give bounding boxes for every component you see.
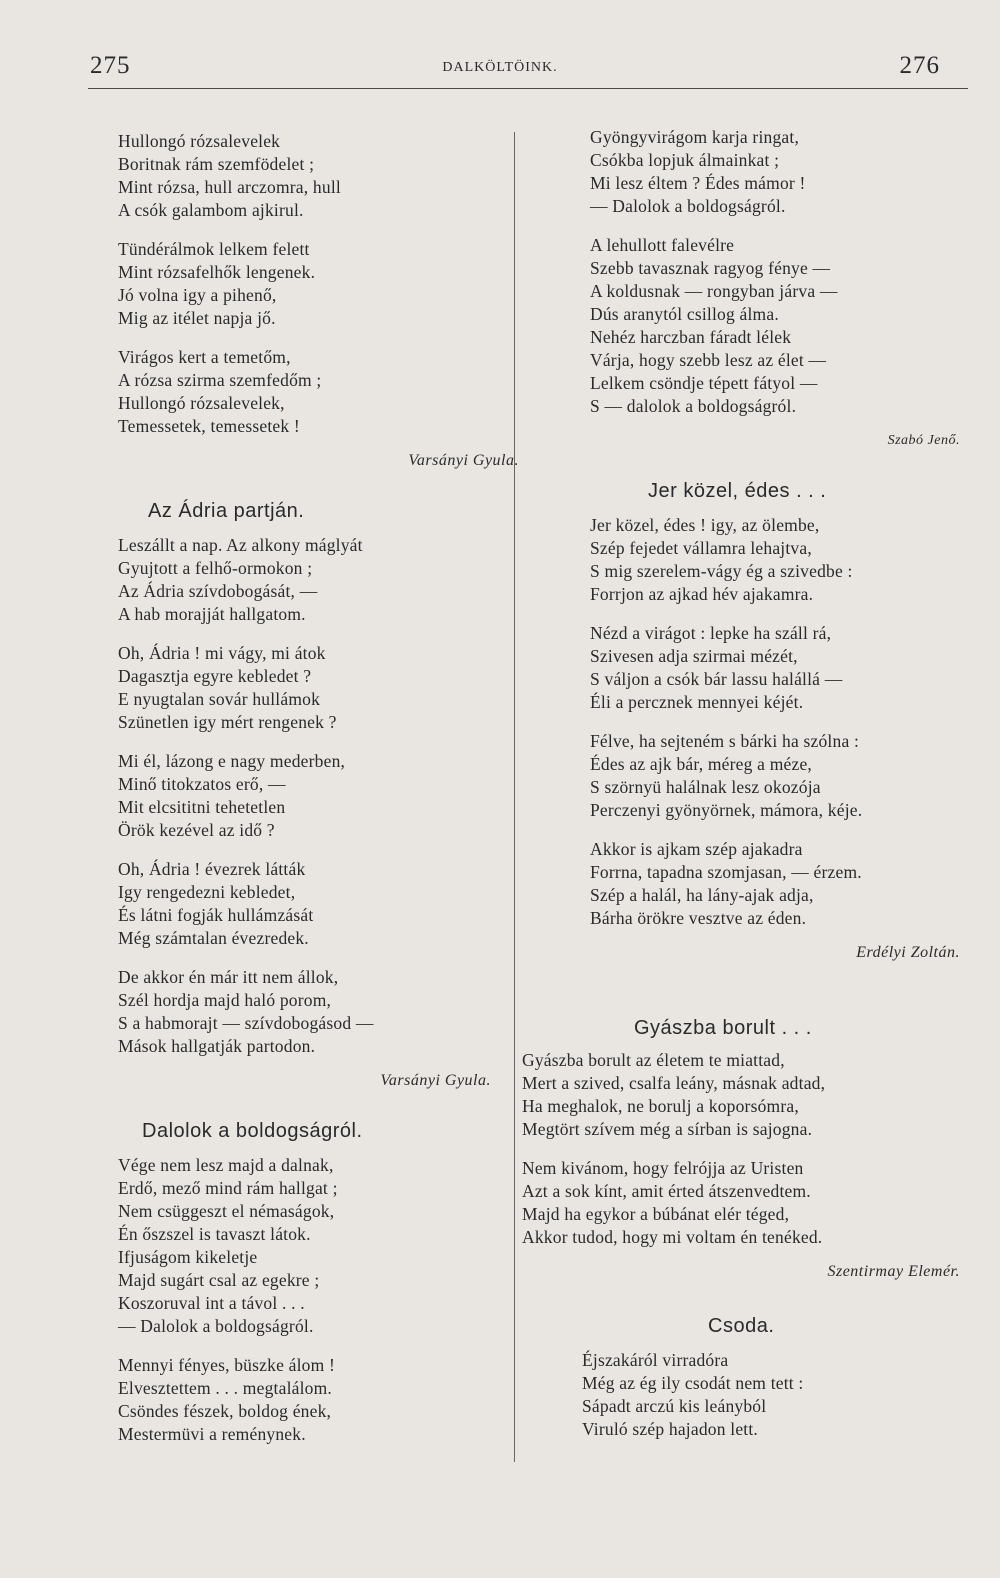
verse-line: Gyászba borult az életem te miattad,	[522, 1050, 785, 1070]
verse-line: Dús aranytól csillog álma.	[590, 304, 779, 324]
verse-line: Az Ádria szívdobogását, —	[118, 581, 318, 601]
verse-line: Még számtalan évezredek.	[118, 928, 309, 948]
author-signature: Szabó Jenő.	[887, 433, 960, 448]
verse-line: Ifjuságom kikeletje	[118, 1247, 258, 1267]
poem-gyaszba-block	[522, 1015, 962, 1457]
verse-line: Mig az itélet napja jő.	[118, 308, 276, 328]
stanza	[590, 234, 970, 418]
page-number-left: 275	[90, 52, 131, 79]
verse-line: Forrjon az ajkad hév ajakamra.	[590, 584, 814, 604]
stanza	[118, 750, 503, 842]
page-number-right: 276	[899, 52, 940, 79]
stanza	[118, 1354, 503, 1446]
stanza	[118, 238, 503, 330]
page-header	[0, 0, 1000, 95]
verse-line: Még az ég ily csodát nem tett :	[582, 1373, 804, 1393]
verse-line: Szép a halál, ha lány-ajak adja,	[590, 885, 814, 905]
verse-line: Majd ha egykor a búbánat elér téged,	[522, 1204, 790, 1224]
verse-line: Sápadt arczú kis leányból	[582, 1396, 767, 1416]
verse-line: Csókba lopjuk álmainkat ;	[590, 150, 780, 170]
verse-line: Viruló szép hajadon lett.	[582, 1419, 758, 1439]
verse-line: Szebb tavasznak ragyog fénye —	[590, 258, 831, 278]
verse-line: Gyöngyvirágom karja ringat,	[590, 127, 800, 147]
verse-line: És látni fogják hullámzását	[118, 905, 314, 925]
verse-line: Gyujtott a felhő-ormokon ;	[118, 558, 313, 578]
verse-line: Nézd a virágot : lepke ha száll rá,	[590, 623, 832, 643]
poem-hullongo-stanzas	[118, 130, 503, 438]
verse-line: Bárha örökre vesztve az éden.	[590, 908, 807, 928]
header-rule	[88, 88, 968, 89]
verse-line: Éjszakáról virradóra	[582, 1350, 729, 1370]
stanza	[522, 1157, 962, 1249]
verse-line: Félve, ha sejteném s bárki ha szólna :	[590, 731, 860, 751]
author-signature: Erdélyi Zoltán.	[856, 944, 960, 961]
verse-line: A rózsa szirma szemfedőm ;	[118, 370, 322, 390]
verse-line: S a habmorajt — szívdobogásod —	[118, 1013, 374, 1033]
verse-line: Mennyi fényes, büszke álom !	[118, 1355, 336, 1375]
verse-line: Mestermüvi a reménynek.	[118, 1424, 306, 1444]
verse-line: Szivesen adja szirmai mézét,	[590, 646, 798, 666]
verse-line: Temessetek, temessetek !	[118, 416, 300, 436]
verse-line: Szél hordja majd haló porom,	[118, 990, 332, 1010]
verse-line: Minő titokzatos erő, —	[118, 774, 286, 794]
verse-line: Mi lesz éltem ? Édes mámor !	[590, 173, 806, 193]
verse-line: Majd sugárt csal az egekre ;	[118, 1270, 320, 1290]
stanza	[118, 346, 503, 438]
poem-jer-kozel-stanzas	[590, 514, 970, 930]
verse-line: Oh, Ádria ! évezrek látták	[118, 859, 306, 879]
verse-line: A lehullott falevélre	[590, 235, 735, 255]
verse-line: S — dalolok a boldogságról.	[590, 396, 797, 416]
verse-line: Nem csüggeszt el némaságok,	[118, 1201, 335, 1221]
poem-gyaszba-stanzas	[522, 1049, 962, 1249]
verse-line: Elvesztettem . . . megtalálom.	[118, 1378, 332, 1398]
verse-line: S váljon a csók bár lassu halállá —	[590, 669, 843, 689]
verse-line: Forrna, tapadna szomjasan, — érzem.	[590, 862, 862, 882]
author-signature: Varsányi Gyula.	[380, 1072, 491, 1089]
stanza	[590, 126, 970, 218]
verse-line: — Dalolok a boldogságról.	[118, 1316, 314, 1336]
verse-line: Édes az ajk bár, méreg a méze,	[590, 754, 812, 774]
verse-line: Szép fejedet vállamra lehajtva,	[590, 538, 812, 558]
stanza	[590, 838, 970, 930]
verse-line: Leszállt a nap. Az alkony máglyát	[118, 535, 363, 555]
verse-line: Mint rózsa, hull arczomra, hull	[118, 177, 341, 197]
verse-line: Perczenyi gyönyörnek, mámora, kéje.	[590, 800, 863, 820]
author-signature: Szentirmay Elemér.	[827, 1263, 960, 1280]
stanza	[590, 622, 970, 714]
verse-line: Akkor tudod, hogy mi voltam én tenéked.	[522, 1227, 823, 1247]
poem-csoda-stanzas	[582, 1349, 962, 1441]
stanza	[118, 966, 503, 1058]
poem-title: Az Ádria partján.	[148, 500, 305, 522]
verse-line: Oh, Ádria ! mi vágy, mi átok	[118, 643, 326, 663]
column-divider	[514, 132, 515, 1462]
verse-line: Ha meghalok, ne borulj a koporsómra,	[522, 1096, 799, 1116]
verse-line: Mit elcsititni tehetetlen	[118, 797, 286, 817]
poem-title: Csoda.	[708, 1315, 775, 1337]
stanza	[590, 730, 970, 822]
verse-line: Akkor is ajkam szép ajakadra	[590, 839, 803, 859]
verse-line: Örök kezével az idő ?	[118, 820, 275, 840]
verse-line: Igy rengedezni kebledet,	[118, 882, 296, 902]
verse-line: Jó volna igy a pihenő,	[118, 285, 277, 305]
verse-line: Tündérálmok lelkem felett	[118, 239, 310, 259]
verse-line: Boritnak rám szemfödelet ;	[118, 154, 315, 174]
verse-line: Mi él, lázong e nagy mederben,	[118, 751, 346, 771]
right-column	[590, 126, 970, 964]
poem-title: Jer közel, édes . . .	[648, 480, 827, 502]
stanza	[582, 1349, 962, 1441]
verse-line: A koldusnak — rongyban járva —	[590, 281, 838, 301]
verse-line: Megtört szívem még a sírban is sajogna.	[522, 1119, 813, 1139]
poem-title: Gyászba borult . . .	[634, 1017, 812, 1039]
verse-line: Várja, hogy szebb lesz az élet —	[590, 350, 827, 370]
verse-line: Nem kivánom, hogy felrójja az Uristen	[522, 1158, 804, 1178]
verse-line: Koszoruval int a távol . . .	[118, 1293, 305, 1313]
stanza	[118, 534, 503, 626]
verse-line: Mert a szived, csalfa leány, másnak adtad,	[522, 1073, 826, 1093]
verse-line: S mig szerelem-vágy ég a szivedbe :	[590, 561, 853, 581]
verse-line: Éli a percznek mennyei kéjét.	[590, 692, 804, 712]
verse-line: Jer közel, édes ! igy, az ölembe,	[590, 515, 820, 535]
verse-line: Vége nem lesz majd a dalnak,	[118, 1155, 334, 1175]
verse-line: Mások hallgatják partodon.	[118, 1036, 316, 1056]
verse-line: S szörnyü halálnak lesz okozója	[590, 777, 821, 797]
poem-dalolok-stanzas	[118, 1154, 503, 1446]
stanza	[118, 858, 503, 950]
verse-line: Erdő, mező mind rám hallgat ;	[118, 1178, 338, 1198]
verse-line: De akkor én már itt nem állok,	[118, 967, 339, 987]
verse-line: A csók galambom ajkirul.	[118, 200, 304, 220]
verse-line: Azt a sok kínt, amit érted átszenvedtem.	[522, 1181, 811, 1201]
verse-line: Hullongó rózsalevelek,	[118, 393, 285, 413]
verse-line: Csöndes fészek, boldog ének,	[118, 1401, 332, 1421]
verse-line: Lelkem csöndje tépett fátyol —	[590, 373, 818, 393]
stanza	[118, 642, 503, 734]
stanza	[590, 514, 970, 606]
poem-title: Dalolok a boldogságról.	[142, 1120, 363, 1142]
verse-line: Én őszszel is tavaszt látok.	[118, 1224, 311, 1244]
verse-line: — Dalolok a boldogságról.	[590, 196, 786, 216]
verse-line: Dagasztja egyre kebledet ?	[118, 666, 312, 686]
running-title: DALKÖLTÖINK.	[442, 60, 558, 75]
verse-line: Mint rózsafelhők lengenek.	[118, 262, 316, 282]
verse-line: Nehéz harczban fáradt lélek	[590, 327, 792, 347]
verse-line: Szünetlen igy mért rengenek ?	[118, 712, 337, 732]
author-signature: Varsányi Gyula.	[408, 452, 519, 469]
left-column	[118, 130, 519, 1462]
verse-line: Hullongó rózsalevelek	[118, 131, 281, 151]
poem-adria-stanzas	[118, 534, 503, 1058]
stanza	[118, 1154, 503, 1338]
verse-line: A hab morajját hallgatom.	[118, 604, 306, 624]
verse-line: E nyugtalan sovár hullámok	[118, 689, 321, 709]
stanza	[118, 130, 503, 222]
stanza	[522, 1049, 962, 1141]
poem-dalolok-cont-stanzas	[590, 126, 970, 418]
verse-line: Virágos kert a temetőm,	[118, 347, 291, 367]
